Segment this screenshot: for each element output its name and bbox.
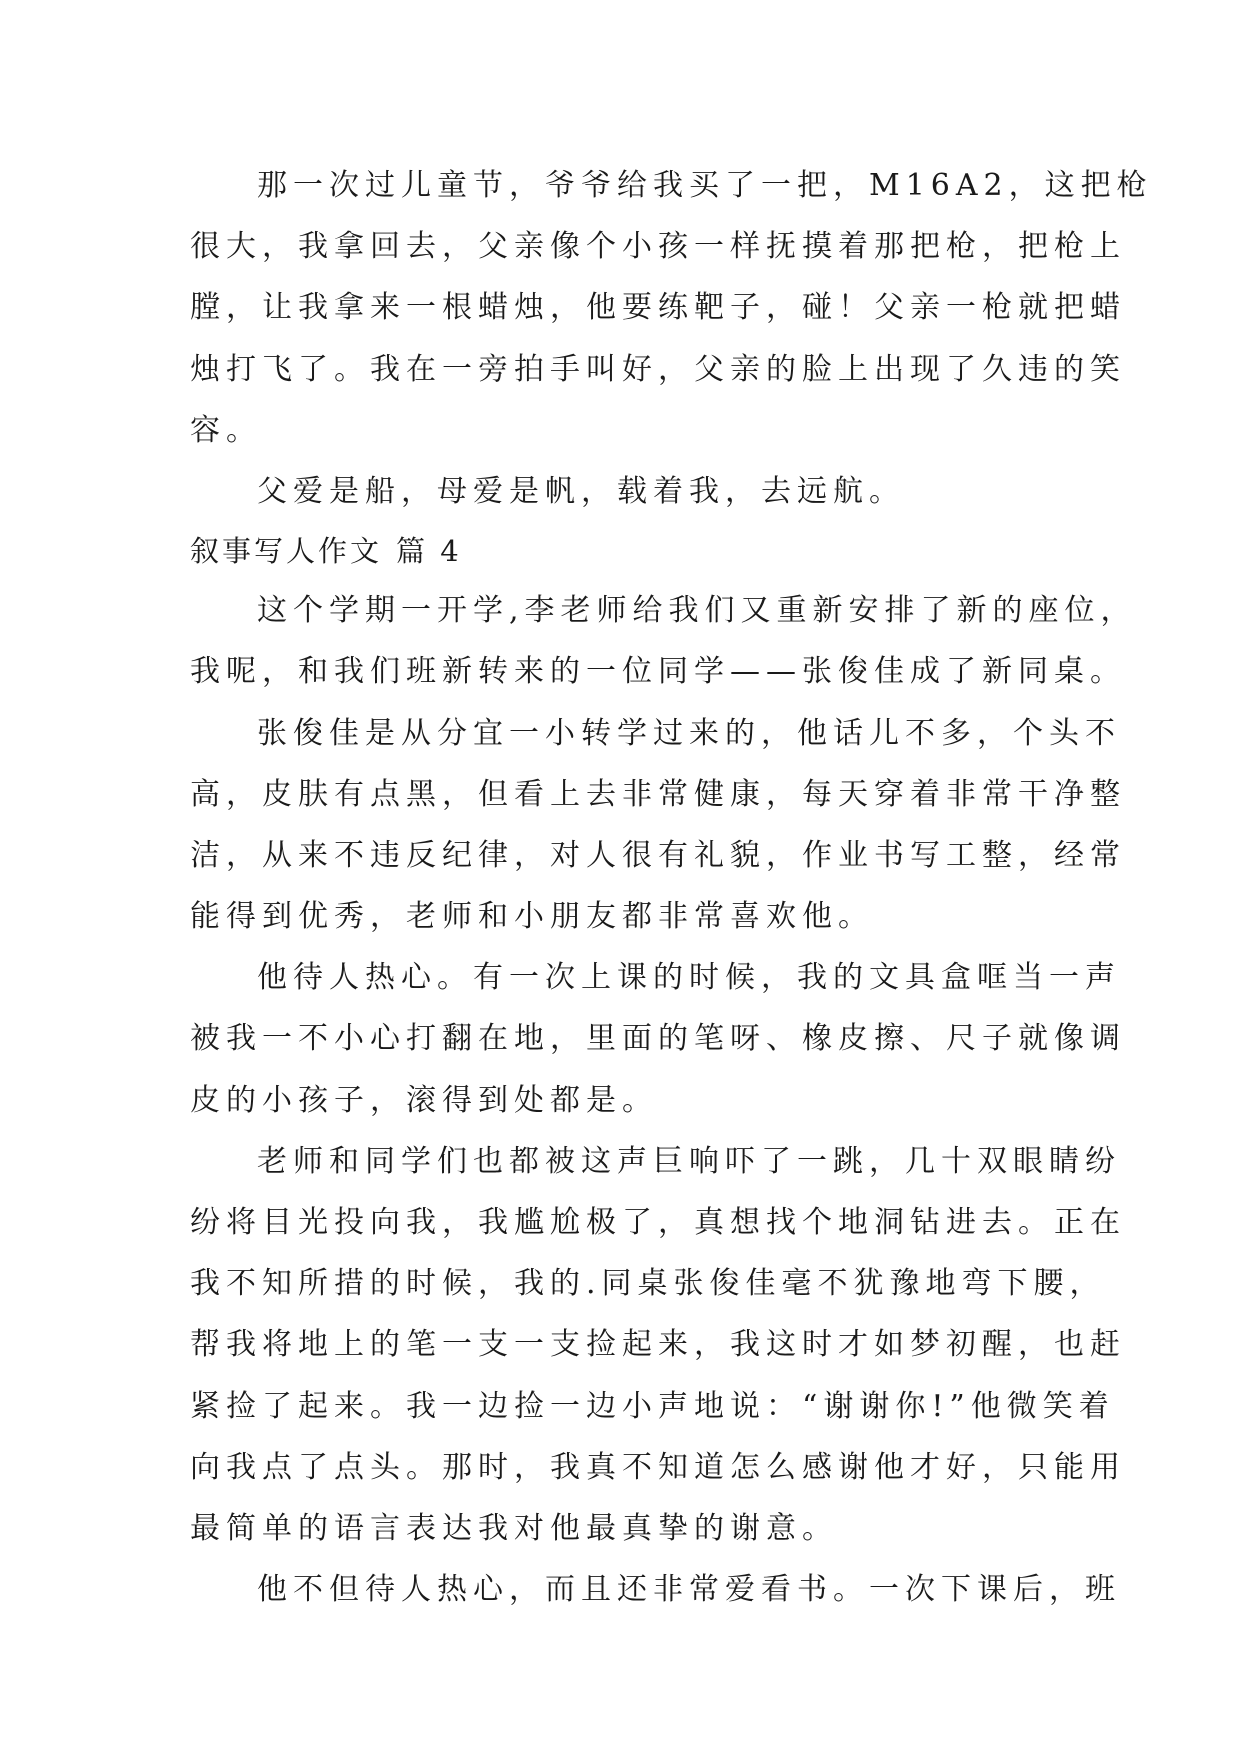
text-line: 被我一不小心打翻在地，里面的笔呀、橡皮擦、尺子就像调 [190,1021,1126,1057]
text-line: 老师和同学们也都被这声巨响吓了一跳，几十双眼睛纷 [257,1143,1121,1179]
text-line: 很大，我拿回去，父亲像个小孩一样抚摸着那把枪，把枪上 [190,229,1126,265]
text-line: 紧捡了起来。我一边捡一边小声地说：“谢谢你!”他微笑着 [190,1388,1115,1424]
text-line: 纷将目光投向我，我尴尬极了，真想找个地洞钻进去。正在 [190,1205,1126,1240]
text-line: 父爱是船，母爱是帆，载着我，去远航。 [257,473,905,509]
text-line: 他待人热心。有一次上课的时候，我的文具盒哐当一声 [257,960,1121,996]
text-line: 膛，让我拿来一根蜡烛，他要练靶子，碰！父亲一枪就把蜡 [190,290,1126,326]
paragraph-helping [190,1131,1126,1559]
text-line: 容。 [190,412,262,448]
text-line: 向我点了点头。那时，我真不知道怎么感谢他才好，只能用 [190,1449,1126,1485]
text-line: 那一次过儿童节，爷爷给我买了一把，M16A2，这把枪 [257,168,1153,203]
paragraph-new-deskmate [190,580,1137,702]
section-title: 叙事写人作文 [190,534,383,569]
text-line: 烛打飞了。我在一旁拍手叫好，父亲的脸上出现了久违的笑 [190,351,1126,387]
text-line: 张俊佳是从分宜一小转学过来的，他话儿不多，个头不 [257,715,1121,751]
paragraph-pencil-box [190,947,1126,1131]
text-line: 这个学期一开学,李老师给我们又重新安排了新的座位， [257,593,1137,629]
section-heading [190,522,1070,580]
text-line: 他不但待人热心，而且还非常爱看书。一次下课后，班 [257,1572,1121,1608]
text-line: 洁，从来不违反纪律，对人很有礼貌，作业书写工整，经常 [190,837,1126,873]
text-line: 皮的小孩子，滚得到处都是。 [190,1082,658,1118]
article-body [190,155,1153,1620]
text-line: 我呢，和我们班新转来的一位同学——张俊佳成了新同桌。 [190,654,1126,690]
text-line: 最简单的语言表达我对他最真挚的谢意。 [190,1510,838,1546]
text-line: 能得到优秀，老师和小朋友都非常喜欢他。 [190,899,874,935]
text-line: 帮我将地上的笔一支一支捡起来，我这时才如梦初醒，也赶 [190,1327,1126,1363]
text-line: 我不知所措的时候，我的.同桌张俊佳毫不犹豫地弯下腰， [190,1266,1106,1302]
text-line: 高，皮肤有点黑，但看上去非常健康，每天穿着非常干净整 [190,776,1126,812]
paragraph-zhang-junjia [190,703,1126,948]
paragraph-children-day [190,155,1153,461]
section-part-number: 篇 4 [396,534,462,569]
paragraph-father-love [190,461,1070,522]
paragraph-loves-reading [190,1559,1121,1620]
